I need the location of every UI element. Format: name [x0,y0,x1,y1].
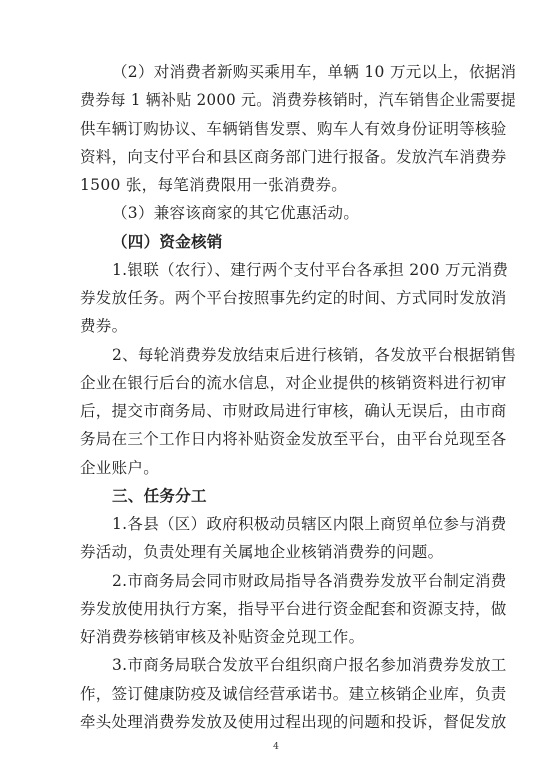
paragraph-line: （3）兼容该商家的其它优惠活动。 [112,204,360,222]
paragraph-line: 券发放使用执行方案，指导平台进行资金配套和资源支持，做 [80,600,507,618]
paragraph-line: 费券。 [80,317,128,335]
paragraph-line: 资料，向支付平台和县区商务部门进行报备。发放汽车消费券 [80,148,507,166]
paragraph-line: 务局在三个工作日内将补贴资金发放至平台，由平台兑现至各 [80,430,507,448]
paragraph-line: 2.市商务局会同市财政局指导各消费券发放平台制定消费 [112,572,507,590]
paragraph-line: （2）对消费者新购买乘用车，单辆 10 万元以上，依据消 [112,63,517,81]
section-heading: 三、任务分工 [112,486,207,505]
paragraph-line: 牵头处理消费券发放及使用过程出现的问题和投诉，督促发放 [80,713,507,731]
paragraph-line: 供车辆订购协议、车辆销售发票、购车人有效身份证明等核验 [80,120,507,138]
paragraph-line: 费券每 1 辆补贴 2000 元。消费券核销时，汽车销售企业需要提 [80,91,517,109]
paragraph-line: 企业账户。 [80,459,160,477]
page-number: 4 [273,742,279,752]
paragraph-line: 券发放任务。两个平台按照事先约定的时间、方式同时发放消 [80,289,507,307]
paragraph-line: 作，签订健康防疫及诚信经营承诺书。建立核销企业库，负责 [80,685,507,703]
paragraph-line: 2、每轮消费券发放结束后进行核销，各发放平台根据销售 [112,346,517,364]
paragraph-line: 3.市商务局联合发放平台组织商户报名参加消费券发放工 [112,656,507,674]
paragraph-line: 好消费券核销审核及补贴资金兑现工作。 [80,628,365,646]
section-heading: （四）资金核销 [112,232,223,251]
paragraph-line: 券活动，负责处理有关属地企业核销消费券的问题。 [80,543,444,561]
paragraph-line: 1500 张，每笔消费限用一张消费券。 [80,176,348,194]
paragraph-line: 后，提交市商务局、市财政局进行审核，确认无误后，由市商 [80,402,507,420]
paragraph-line: 1.各县（区）政府积极动员辖区内限上商贸单位参与消费 [112,515,507,533]
paragraph-line: 企业在银行后台的流水信息，对企业提供的核销资料进行初审 [80,374,507,392]
paragraph-line: 1.银联（农行）、建行两个支付平台各承担 200 万元消费 [112,261,509,279]
